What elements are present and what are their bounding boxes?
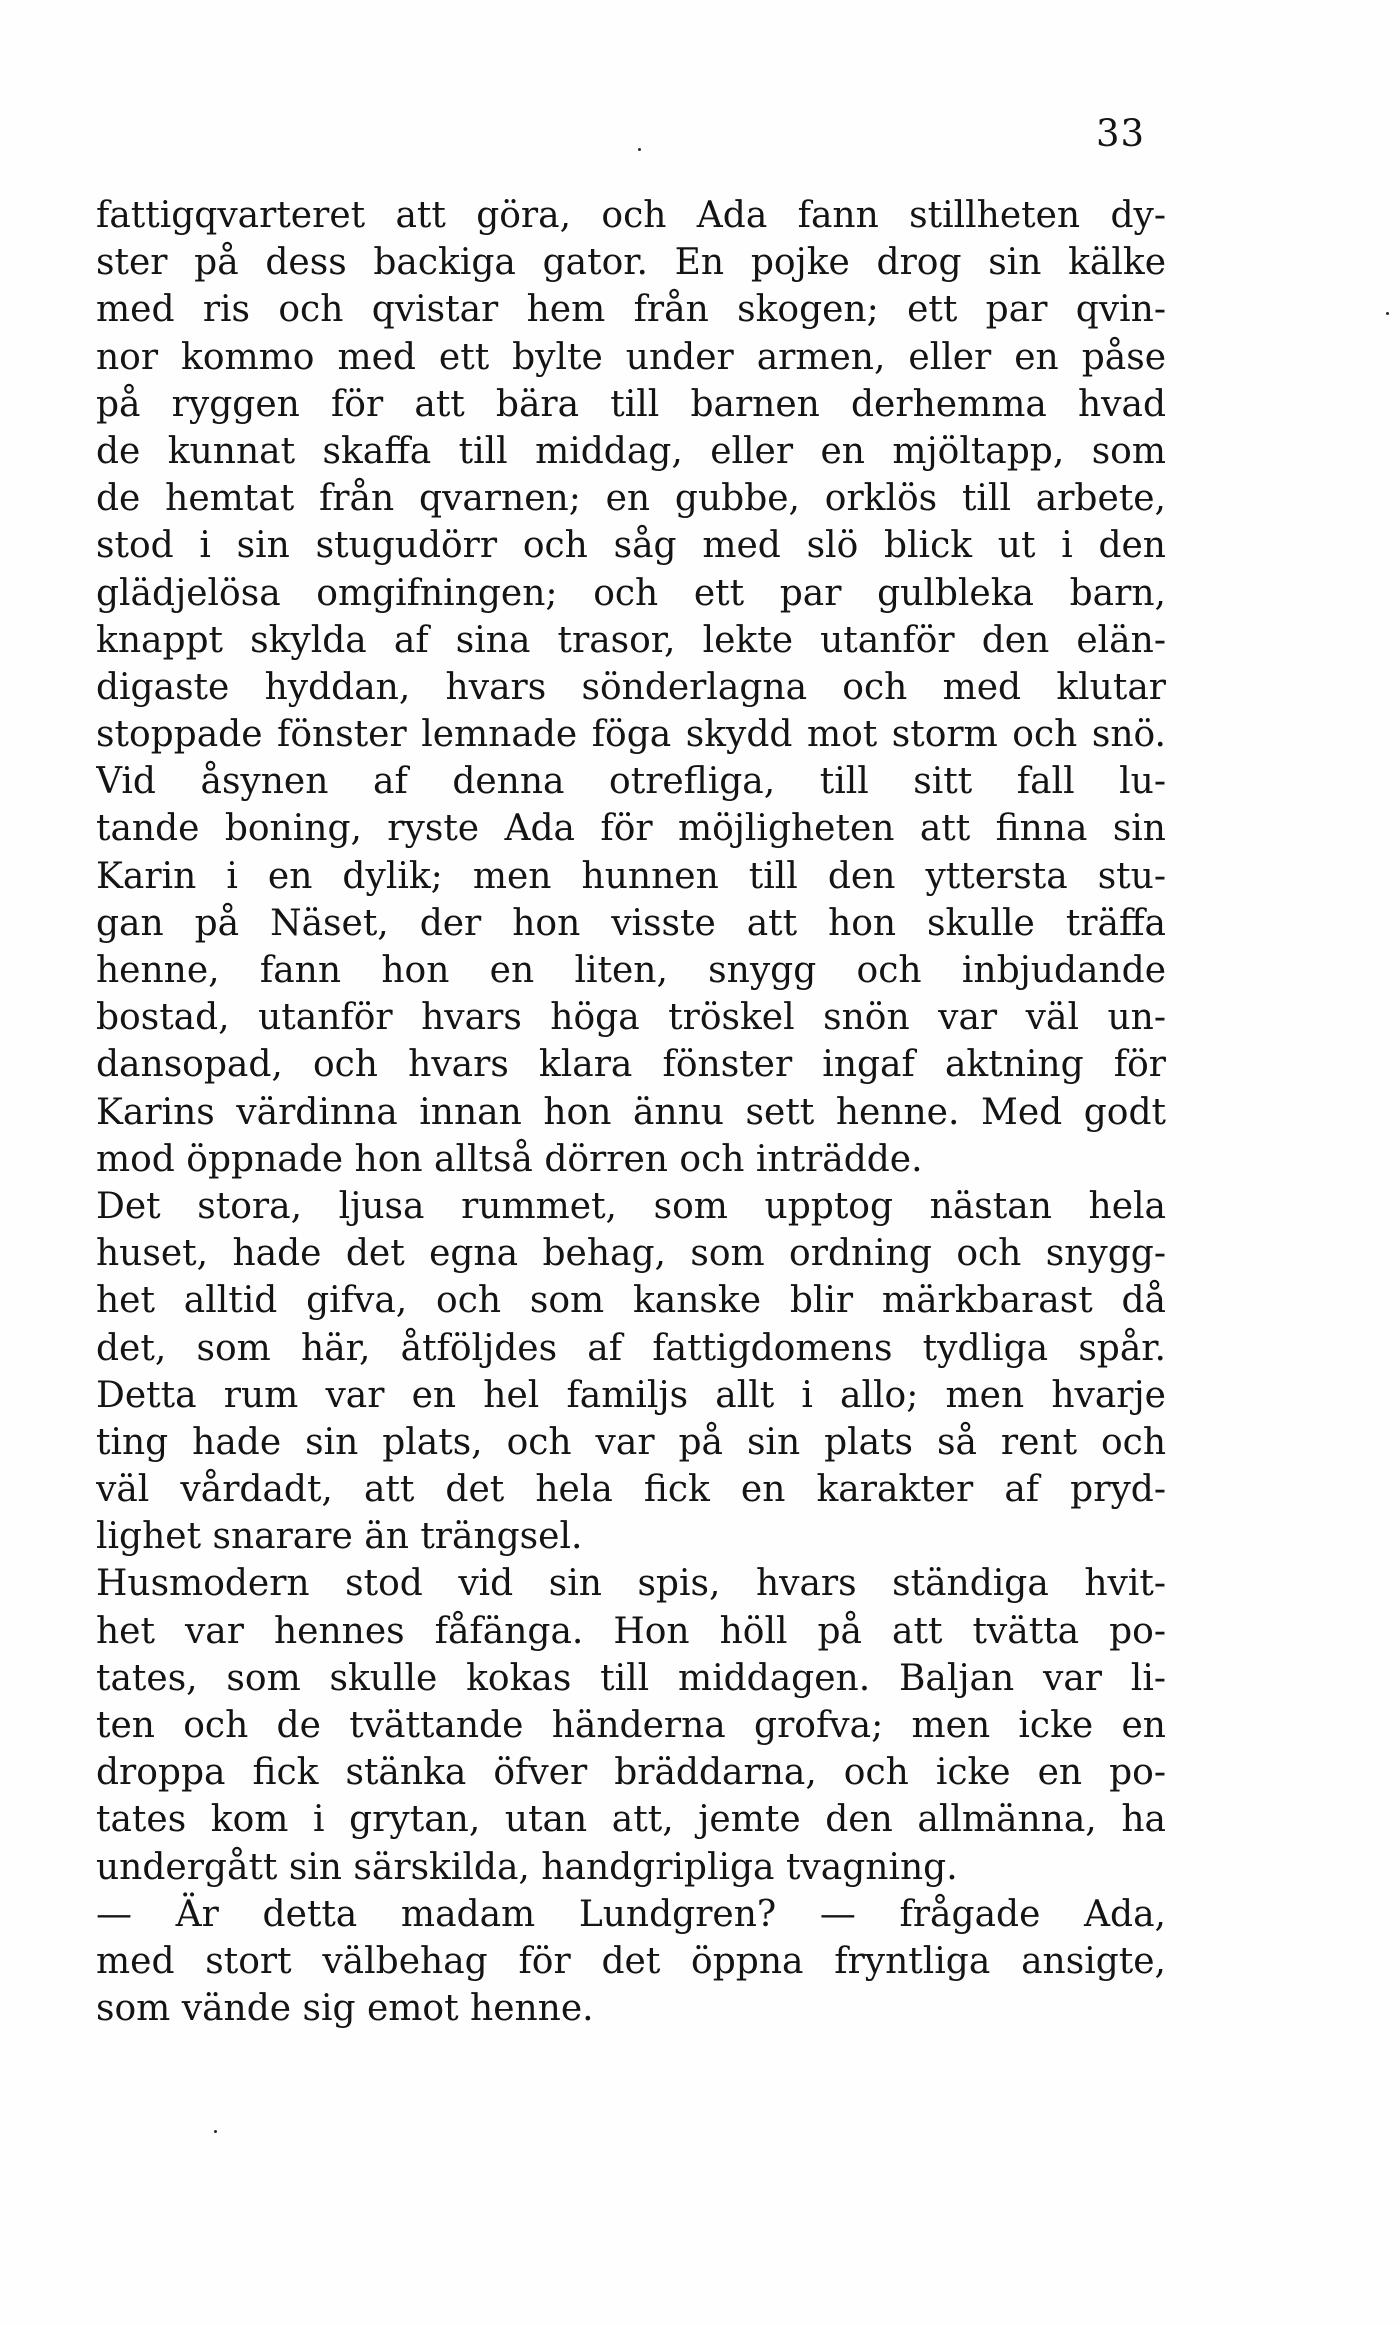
text-line: knappt skylda af sina trasor, lekte utanför den elän- (96, 619, 1166, 661)
text-line: tates kom i grytan, utan att, jemte den allmänna, ha (96, 1799, 1166, 1841)
text-line: fattigqvarteret att göra, och Ada fann stillheten dy- (96, 195, 1166, 236)
text-line: — Är detta madam Lundgren? — frågade Ada, (96, 1893, 1166, 1935)
body-text (96, 192, 1166, 2032)
text-line: tates, som skulle kokas till middagen. Baljan var li- (96, 1657, 1166, 1699)
page-number: 33 (1096, 112, 1146, 155)
text-line: droppa fick stänka öfver bräddarna, och icke en po- (96, 1752, 1166, 1794)
text-line: henne, fann hon en liten, snygg och inbjudande (96, 950, 1166, 991)
text-line: bostad, utanför hvars höga tröskel snön var väl un- (96, 997, 1166, 1039)
text-line: Karins värdinna innan hon ännu sett henne. Med godt (96, 1091, 1166, 1133)
text-line: på ryggen för att bära till barnen derhemma hvad (96, 383, 1166, 425)
text-line: stoppade fönster lemnade föga skydd mot storm och snö. (96, 714, 1166, 756)
text-line: med ris och qvistar hem från skogen; ett par qvin- (96, 289, 1166, 331)
text-line: ting hade sin plats, och var på sin plats så rent och (96, 1421, 1166, 1463)
text-line: Vid åsynen af denna otrefliga, till sitt fall lu- (96, 761, 1166, 803)
text-line: Husmodern stod vid sin spis, hvars ständiga hvit- (96, 1563, 1166, 1605)
text-line: glädjelösa omgifningen; och ett par gulbleka barn, (96, 572, 1166, 614)
print-speck (638, 148, 641, 151)
text-line: huset, hade det egna behag, som ordning och snygg- (96, 1233, 1166, 1275)
text-line: det, som här, åtföljdes af fattigdomens tydliga spår. (96, 1327, 1166, 1369)
text-line: mod öppnade hon alltså dörren och inträdde. (96, 1138, 923, 1180)
print-speck (214, 2130, 217, 2133)
text-line: lighet snarare än trängsel. (96, 1516, 583, 1558)
text-line: med stort välbehag för det öppna fryntliga ansigte, (96, 1940, 1166, 1982)
print-speck (1386, 312, 1389, 315)
text-line: gan på Näset, der hon visste att hon skulle träffa (96, 902, 1166, 944)
text-line: Det stora, ljusa rummet, som upptog nästan hela (96, 1185, 1166, 1227)
text-line: het alltid gifva, och som kanske blir märkbarast då (96, 1280, 1166, 1322)
text-line: digaste hyddan, hvars sönderlagna och med klutar (96, 666, 1166, 708)
text-line: ster på dess backiga gator. En pojke drog sin kälke (96, 242, 1166, 284)
text-line: tande boning, ryste Ada för möjligheten att finna sin (96, 808, 1166, 850)
text-line: som vände sig emot henne. (96, 1988, 594, 2030)
text-line: stod i sin stugudörr och såg med slö blick ut i den (96, 525, 1166, 567)
text-line: ten och de tvättande händerna grofva; men icke en (96, 1705, 1166, 1746)
text-line: dansopad, och hvars klara fönster ingaf aktning för (96, 1044, 1166, 1086)
text-line: de hemtat från qvarnen; en gubbe, orklös till arbete, (96, 478, 1166, 520)
text-line: undergått sin särskilda, handgripliga tvagning. (96, 1846, 958, 1888)
text-line: väl vårdadt, att det hela fick en karakter af pryd- (96, 1469, 1166, 1511)
text-line: het var hennes fåfänga. Hon höll på att tvätta po- (96, 1610, 1166, 1652)
text-line: de kunnat skaffa till middag, eller en mjöltapp, som (96, 430, 1166, 472)
text-line: Detta rum var en hel familjs allt i allo; men hvarje (96, 1374, 1166, 1416)
text-line: Karin i en dylik; men hunnen till den yttersta stu- (96, 855, 1166, 897)
text-line: nor kommo med ett bylte under armen, eller en påse (96, 336, 1166, 378)
